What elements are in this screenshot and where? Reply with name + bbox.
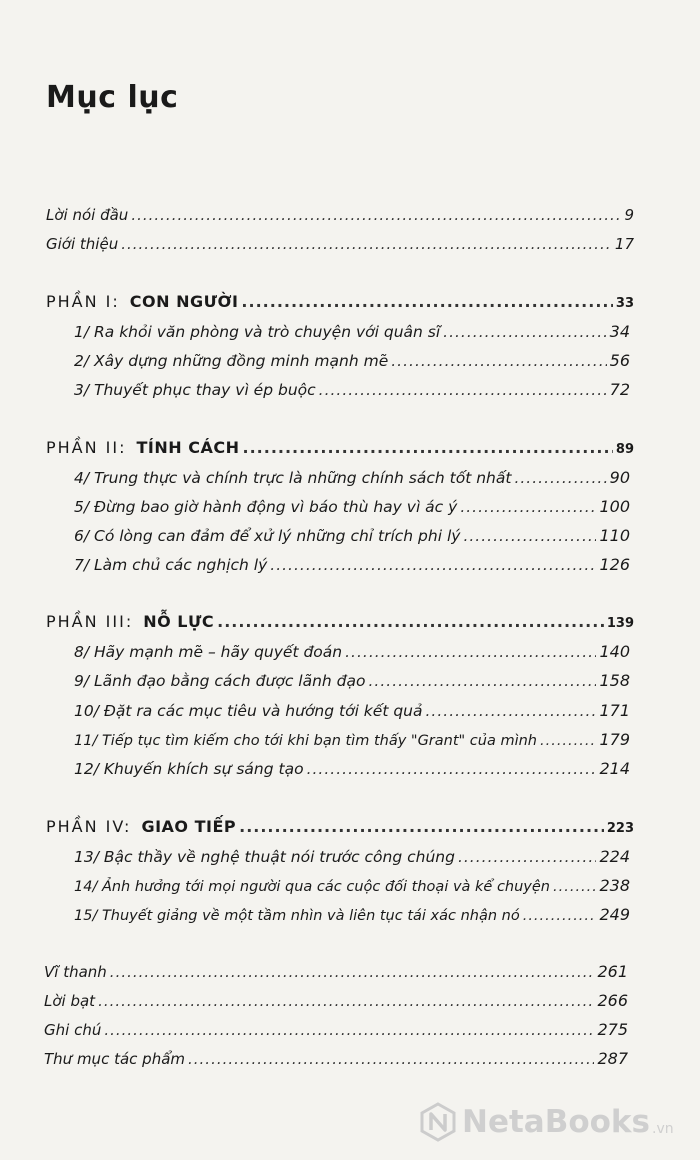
watermark	[418, 1100, 674, 1144]
dot-leader	[98, 992, 594, 1010]
dot-leader	[553, 879, 596, 895]
entry-page: 17	[614, 235, 634, 253]
toc-part-3	[46, 612, 634, 631]
chapter-label: 8/ Hãy mạnh mẽ – hãy quyết đoán	[74, 643, 343, 661]
toc-part-1	[46, 292, 634, 311]
toc-chapter-14	[74, 876, 630, 895]
chapter-page: 34	[609, 322, 630, 341]
dot-leader	[523, 908, 597, 924]
toc-part-4	[46, 817, 634, 836]
chapter-label: 10/ Đặt ra các mục tiêu và hướng tới kết quả	[74, 702, 423, 720]
chapter-label: 7/ Làm chủ các nghịch lý	[74, 556, 268, 574]
dot-leader	[110, 963, 595, 981]
toc-part-2	[46, 438, 634, 457]
chapter-page: 171	[599, 701, 630, 720]
entry-label: Vĩ thanh	[44, 963, 107, 981]
chapter-label: 12/ Khuyến khích sự sáng tạo	[74, 760, 304, 778]
toc-entry-preface	[46, 206, 634, 224]
chapter-label: 15/ Thuyết giảng về một tầm nhìn và liên tục tái xác nhận nó	[74, 908, 520, 924]
dot-leader	[463, 527, 596, 545]
watermark-brand: NetaBooks	[462, 1104, 650, 1140]
chapter-page: 126	[599, 555, 630, 574]
dot-leader	[458, 848, 597, 866]
chapter-label: 1/ Ra khỏi văn phòng và trò chuyện với quân sĩ	[74, 323, 441, 341]
dot-leader	[307, 760, 597, 778]
entry-label: Giới thiệu	[46, 235, 119, 253]
toc-chapter-7	[74, 555, 630, 574]
chapter-page: 249	[599, 905, 630, 924]
part-label: PHẦN I:	[46, 292, 120, 311]
chapter-page: 56	[609, 351, 630, 370]
entry-label: Ghi chú	[44, 1021, 102, 1039]
entry-page: 287	[597, 1049, 628, 1068]
watermark-domain: .vn	[652, 1121, 674, 1137]
dot-leader	[239, 817, 604, 836]
toc-chapter-8	[74, 642, 630, 661]
chapter-page: 238	[599, 876, 630, 895]
part-name: NỖ LỰC	[143, 612, 215, 631]
toc-chapter-13	[74, 847, 630, 866]
toc-chapter-11	[74, 730, 630, 749]
entry-label: Lời nói đầu	[46, 206, 129, 224]
chapter-label: 13/ Bậc thầy về nghệ thuật nói trước công chúng	[74, 848, 455, 866]
toc-entry-epilogue	[44, 962, 628, 981]
dot-leader	[217, 612, 604, 631]
part-label: PHẦN III:	[46, 612, 134, 631]
chapter-page: 110	[599, 526, 630, 545]
toc-chapter-15	[74, 905, 630, 924]
toc-chapter-1	[74, 322, 630, 341]
chapter-label: 2/ Xây dựng những đồng minh mạnh mẽ	[74, 352, 389, 370]
dot-leader	[368, 672, 596, 690]
toc-chapter-6	[74, 526, 630, 545]
chapter-label: 14/ Ảnh hưởng tới mọi người qua các cuộc đối thoại và kể chuyện	[74, 879, 551, 895]
toc-entry-notes	[44, 1020, 628, 1039]
dot-leader	[540, 733, 596, 749]
toc-entry-afterword	[44, 991, 628, 1010]
part-page: 223	[606, 821, 634, 836]
page-title: Mục lục	[46, 80, 179, 115]
chapter-label: 3/ Thuyết phục thay vì ép buộc	[74, 381, 316, 399]
dot-leader	[241, 292, 612, 311]
dot-leader	[319, 381, 607, 399]
chapter-label: 9/ Lãnh đạo bằng cách được lãnh đạo	[74, 672, 366, 690]
entry-page: 266	[597, 991, 628, 1010]
entry-label: Thư mục tác phẩm	[44, 1050, 185, 1068]
part-label: PHẦN IV:	[46, 817, 132, 836]
dot-leader	[121, 235, 612, 253]
entry-label: Lời bạt	[44, 992, 96, 1010]
dot-leader	[391, 352, 606, 370]
toc-chapter-3	[74, 380, 630, 399]
dot-leader	[460, 498, 596, 516]
part-name: CON NGƯỜI	[129, 292, 239, 311]
dot-leader	[270, 556, 596, 574]
chapter-page: 158	[599, 671, 630, 690]
toc-chapter-9	[74, 671, 630, 690]
toc-entry-bibliography	[44, 1049, 628, 1068]
toc-chapter-10	[74, 701, 630, 720]
toc-chapter-5	[74, 497, 630, 516]
toc-chapter-2	[74, 351, 630, 370]
dot-leader	[443, 323, 606, 341]
toc-chapter-4	[74, 468, 630, 487]
chapter-label: 5/ Đừng bao giờ hành động vì báo thù hay vì ác ý	[74, 498, 458, 516]
part-name: TÍNH CÁCH	[136, 438, 240, 457]
dot-leader	[426, 702, 597, 720]
netabooks-logo-icon	[418, 1102, 458, 1142]
toc-chapter-12	[74, 759, 630, 778]
dot-leader	[188, 1050, 594, 1068]
entry-page: 9	[624, 206, 634, 224]
chapter-page: 214	[599, 759, 630, 778]
chapter-page: 140	[599, 642, 630, 661]
part-page: 139	[606, 616, 634, 631]
part-name: GIAO TIẾP	[141, 817, 237, 836]
dot-leader	[345, 643, 596, 661]
chapter-label: 11/ Tiếp tục tìm kiếm cho tới khi bạn tìm thấy "Grant" của mình	[74, 733, 537, 749]
chapter-page: 90	[609, 468, 630, 487]
chapter-page: 72	[609, 380, 630, 399]
toc-entry-introduction	[46, 235, 634, 253]
dot-leader	[104, 1021, 594, 1039]
part-label: PHẦN II:	[46, 438, 127, 457]
part-page: 33	[615, 296, 634, 311]
chapter-label: 4/ Trung thực và chính trực là những chính sách tốt nhất	[74, 469, 512, 487]
dot-leader	[243, 438, 613, 457]
dot-leader	[514, 469, 606, 487]
chapter-label: 6/ Có lòng can đảm để xử lý những chỉ trích phi lý	[74, 527, 461, 545]
entry-page: 275	[597, 1020, 628, 1039]
chapter-page: 224	[599, 847, 630, 866]
chapter-page: 179	[599, 730, 630, 749]
entry-page: 261	[597, 962, 628, 981]
part-page: 89	[615, 442, 634, 457]
chapter-page: 100	[599, 497, 630, 516]
dot-leader	[131, 206, 621, 224]
